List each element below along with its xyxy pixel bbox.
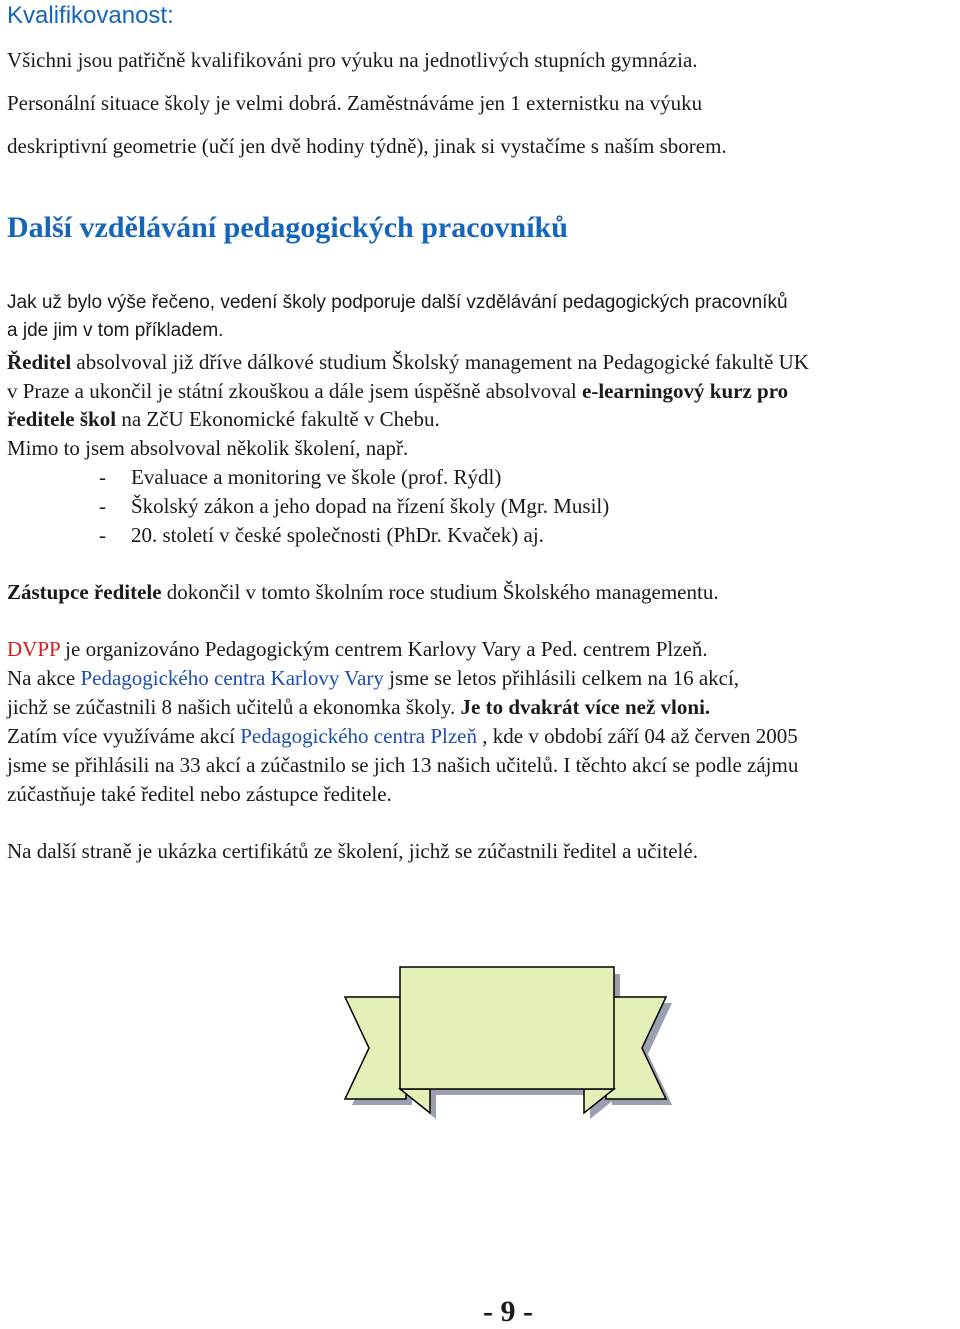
- text-span: na ZčU Ekonomické fakultě v Chebu.: [116, 407, 440, 431]
- paragraph-line: [7, 664, 739, 692]
- paragraph-line: deskriptivní geometrie (učí jen dvě hodiny týdně), jinak si vystačíme s naším sborem.: [7, 134, 727, 158]
- bullet-marker: -: [99, 523, 106, 547]
- bold-text: Zástupce ředitele: [7, 580, 162, 604]
- bullet-marker: -: [99, 494, 106, 518]
- heading-dalsi-vzdelavani: Další vzdělávání pedagogických pracovníků: [7, 211, 568, 244]
- ribbon-banner-icon: [340, 965, 680, 1140]
- paragraph-line: [7, 693, 710, 721]
- paragraph-line: zúčastňuje také ředitel nebo zástupce ředitele.: [7, 782, 392, 806]
- bold-text: ředitele škol: [7, 407, 117, 431]
- text-span: jichž se zúčastnili 8 našich učitelů a ekonomka školy.: [7, 695, 461, 719]
- list-item-text: Školský zákon a jeho dopad na řízení školy (Mgr. Musil): [131, 494, 610, 518]
- paragraph-line: Jak už bylo výše řečeno, vedení školy podporuje další vzdělávání pedagogických pracovníků: [7, 292, 788, 313]
- paragraph-line: Všichni jsou patřičně kvalifikováni pro výuku na jednotlivých stupních gymnázia.: [7, 48, 698, 72]
- text-span: je organizováno Pedagogickým centrem Karlovy Vary a Ped. centrem Plzeň.: [59, 637, 708, 661]
- bold-text: e-learningový kurz pro: [582, 379, 789, 403]
- paragraph-line: jsme se přihlásili na 33 akcí a zúčastnilo se jich 13 našich učitelů. I těchto akcí se podle zájmu: [7, 753, 799, 777]
- dvpp-label: DVPP: [7, 637, 60, 661]
- text-span: v Praze a ukončil je státní zkouškou a dále jsem úspěšně absolvoval: [7, 379, 583, 403]
- page-number: - 9 -: [483, 1295, 533, 1328]
- bold-text: Ředitel: [7, 350, 72, 374]
- text-span: , kde v období září 04 až červen 2005: [477, 724, 798, 748]
- list-item: [99, 492, 609, 520]
- list-item-text: Evaluace a monitoring ve škole (prof. Rýdl): [131, 465, 502, 489]
- paragraph-line: [7, 722, 798, 750]
- paragraph-line: [7, 635, 708, 663]
- list-item: [99, 463, 501, 491]
- paragraph-line: Personální situace školy je velmi dobrá. Zaměstnáváme jen 1 externistku na výuku: [7, 91, 703, 115]
- link-pc-plzen[interactable]: Pedagogického centra Plzeň: [240, 724, 477, 748]
- heading-kvalifikovanost: Kvalifikovanost:: [7, 2, 174, 29]
- bullet-marker: -: [99, 465, 106, 489]
- list-item: [99, 521, 544, 549]
- paragraph-line: [7, 348, 809, 376]
- text-span: jsme se letos přihlásili celkem na 16 akcí,: [383, 666, 740, 690]
- paragraph-line: Na další straně je ukázka certifikátů ze školení, jichž se zúčastnili ředitel a učitelé.: [7, 839, 698, 863]
- list-item-text: 20. století v české společnosti (PhDr. Kvaček) aj.: [131, 523, 544, 547]
- text-span: dokončil v tomto školním roce studium Školského managementu.: [161, 580, 719, 604]
- text-span: Zatím více využíváme akcí: [7, 724, 241, 748]
- bold-text: Je to dvakrát více než vloni.: [460, 695, 711, 719]
- link-pc-karlovy-vary[interactable]: Pedagogického centra Karlovy Vary: [80, 666, 384, 690]
- paragraph-line: [7, 405, 440, 433]
- text-span: Na akce: [7, 666, 81, 690]
- paragraph-line: [7, 578, 719, 606]
- paragraph-line: [7, 377, 788, 405]
- paragraph-line: Mimo to jsem absolvoval několik školení, např.: [7, 436, 409, 460]
- paragraph-line: a jde jim v tom příkladem.: [7, 320, 224, 341]
- text-span: absolvoval již dříve dálkové studium Školský management na Pedagogické fakultě UK: [71, 350, 809, 374]
